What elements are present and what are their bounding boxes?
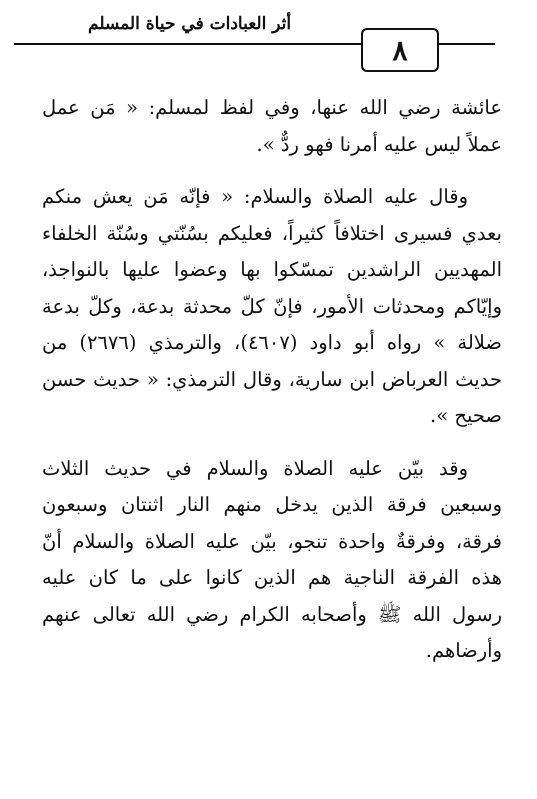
paragraph-3: وقد بيّن عليه الصلاة والسلام في حديث الثلاث وسبعين فرقة الذين يدخل منهم النار اثنتان وسبعون فرقة، وفرقةٌ واحدة تنجو، بيّن عليه الصلاة والسلام أنّ هذه الفرقة الناجية هم الذين كانوا على ما كان عليه رسول الله ﷺ وأصحابه الكرام رضي الله تعالى عنهم وأرضاهم.	[42, 456, 502, 662]
page-number-box	[361, 28, 439, 72]
paragraph-2: وقال عليه الصلاة والسلام: « فإنّه مَن يعش منكم بعدي فسيرى اختلافاً كثيراً، فعليكم بسُنّتي وسُنّة الخلفاء المهديين الراشدين تمسّكوا بها وعضوا عليها بالنواجذ، وإيّاكم ومحدثات الأمور، فإنّ كلّ محدثة بدعة، وكلّ بدعة ضلالة » رواه أبو داود (٤٦٠٧)، والترمذي (٢٦٧٦) من حديث العرباض ابن سارية، وقال الترمذي: « حديث حسن صحيح ».	[42, 185, 502, 427]
running-title: أثر العبادات في حياة المسلم	[88, 14, 292, 34]
header-rule-right	[439, 43, 495, 45]
page-number: ٨	[392, 33, 408, 67]
header-rule	[14, 43, 361, 45]
paragraph-1: عائشة رضي الله عنها، وفي لفظ لمسلم: « مَن عمل عملاً ليس عليه أمرنا فهو ردٌّ ».	[42, 96, 502, 156]
body-text	[42, 90, 502, 670]
